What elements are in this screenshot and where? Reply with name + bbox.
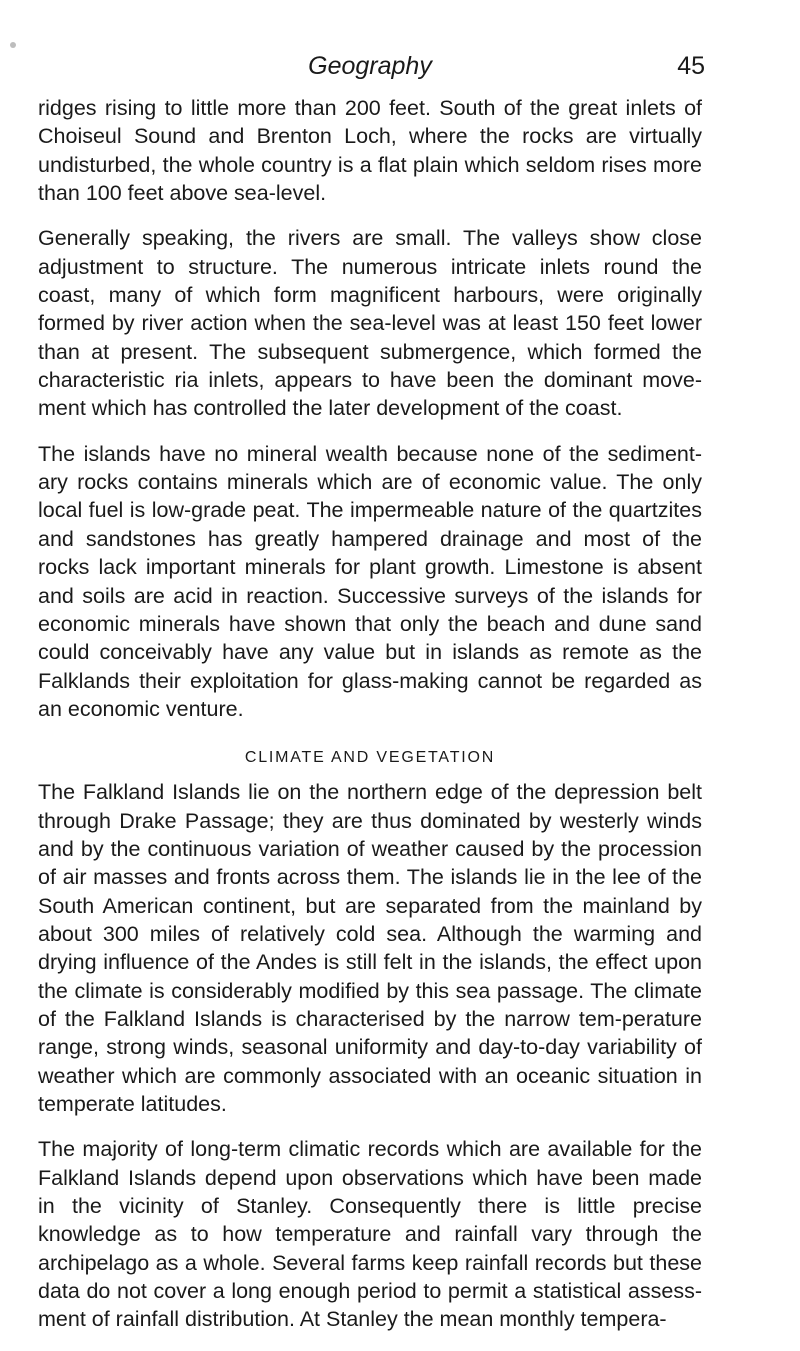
paragraph-5: The majority of long-term climatic records which are available for the Falkland Islands depend upon observations which have been made in the vicinity of Stanley. Consequently there is little precise knowledge as to how temperature and rainfall vary through the archipelago as a whole. Several farms keep rainfall records but these data do not cover a long enough period to permit a statistical assess-ment of rainfall distribution. At Stanley the mean monthly tempera- [38,1137,702,1332]
running-head: Geography [308,52,432,80]
paragraph-1: ridges rising to little more than 200 feet. South of the great inlets of Choiseul Sound and Brenton Loch, where the rocks are virtually undisturbed, the whole country is a flat plain which seldom rises more than 100 feet above sea-level. [38,96,702,206]
paragraph-3: The islands have no mineral wealth because none of the sediment-ary rocks contains minerals which are of economic value. The only local fuel is low-grade peat. The impermeable nature of the quartzites and sandstones has greatly hampered drainage and most of the rocks lack important minerals for plant growth. Limestone is absent and soils are acid in reaction. Successive surveys of the islands for economic minerals have shown that only the beach and dune sand could conceivably have any value but in islands as remote as the Falklands their exploitation for glass-making cannot be regarded as an economic venture. [38,441,702,721]
section-heading: CLIMATE AND VEGETATION [244,749,496,767]
page-number: 45 [677,52,705,80]
page-header [40,52,705,92]
main-text [38,94,702,1351]
paragraph-4: The Falkland Islands lie on the northern edge of the depression belt through Drake Passage; they are thus dominated by westerly winds and by the continuous variation of weather caused by the procession of air masses and fronts across them. The islands lie in the lee of the South American continent, but are separated from the mainland by about 300 miles of relatively cold sea. Although the warming and drying influence of the Andes is still felt in the islands, the effect upon the climate is considerably modified by this sea passage. The climate of the Falkland Islands is characterised by the narrow tem-perature range, strong winds, seasonal uniformity and day-to-day variability of weather which are commonly associated with an oceanic situation in temperate latitudes. [38,780,702,1116]
page-mark [10,42,16,48]
paragraph-2: Generally speaking, the rivers are small. The valleys show close adjustment to structure. The numerous intricate inlets round the coast, many of which form magnificent harbours, were originally formed by river action when the sea-level was at least 150 feet lower than at present. The subsequent submergence, which formed the characteristic ria inlets, appears to have been the dominant move-ment which has controlled the later development of the coast. [38,226,702,421]
